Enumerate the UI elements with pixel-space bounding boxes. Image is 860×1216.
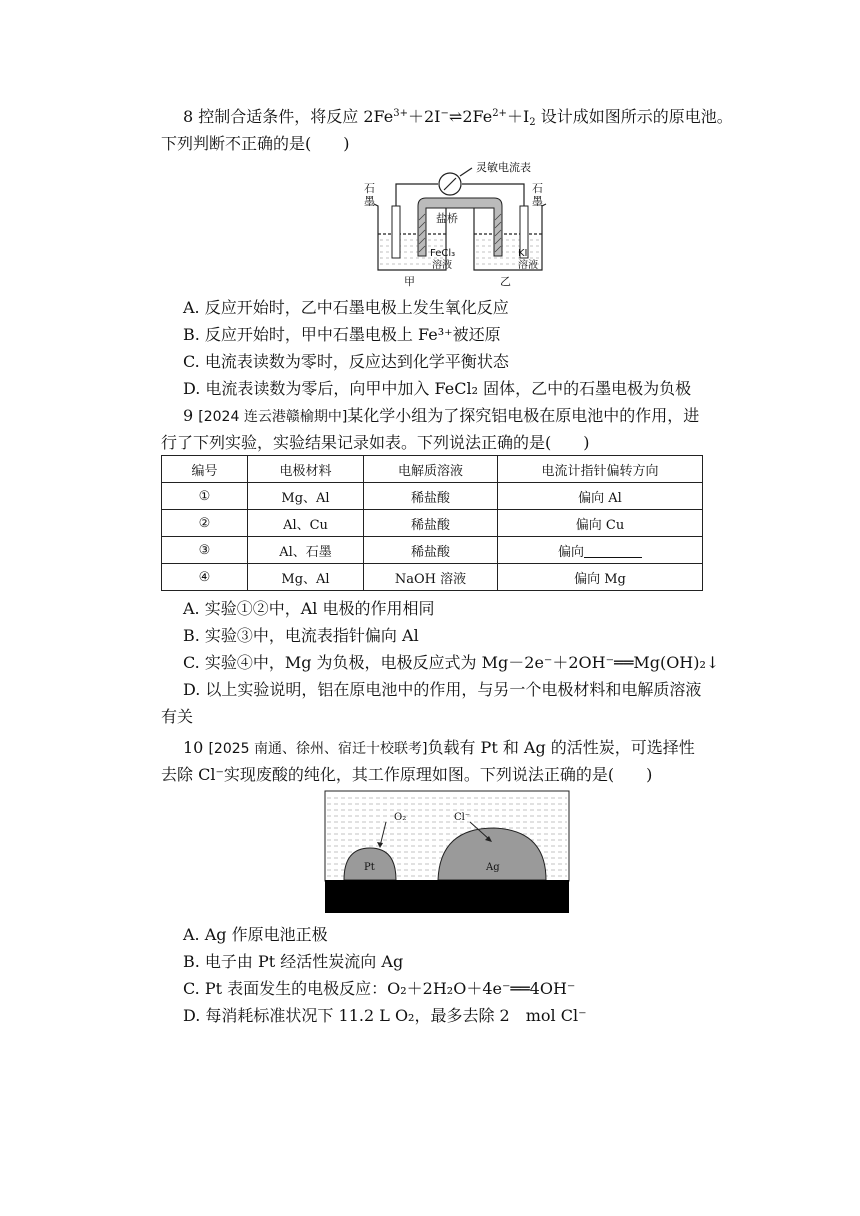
svg-text:石: 石 [364, 182, 375, 195]
svg-text:墨: 墨 [364, 195, 375, 208]
q10-stem-line2: 去除 Cl⁻实现废酸的纯化，其工作原理如图。下列说法正确的是( ) [161, 765, 653, 784]
q8-option-b[interactable]: B. 反应开始时，甲中石墨电极上 Fe³⁺被还原 [183, 325, 501, 344]
activated-carbon-figure [324, 790, 570, 914]
q8-stem-line2: 下列判断不正确的是( ) [161, 134, 350, 153]
q8-option-c[interactable]: C. 电流表读数为零时，反应达到化学平衡状态 [183, 352, 509, 371]
svg-text:乙: 乙 [500, 275, 511, 288]
q8-number: 8 [183, 107, 194, 126]
q10-option-a[interactable]: A. Ag 作原电池正极 [183, 925, 328, 944]
q8-option-d[interactable]: D. 电流表读数为零后，向甲中加入 FeCl₂ 固体，乙中的石墨电极为负极 [183, 379, 692, 398]
q10-option-c[interactable]: C. Pt 表面发生的电极反应：O₂＋2H₂O＋4e⁻══4OH⁻ [183, 979, 576, 998]
table-row: ② Al、Cu 稀盐酸 偏向 Cu [162, 510, 703, 537]
svg-text:溶液: 溶液 [432, 260, 452, 271]
svg-text:KI: KI [518, 248, 528, 259]
q9-number: 9 [183, 406, 194, 425]
q10-stem-line1: 10 [2025 南通、徐州、宿迁十校联考]负载有 Pt 和 Ag 的活性炭，可选择性 [183, 738, 695, 757]
svg-text:FeCl₃: FeCl₃ [430, 248, 456, 259]
q9-results-table [161, 455, 703, 591]
svg-text:溶液: 溶液 [518, 260, 538, 271]
table-header-row: 编号 电极材料 电解质溶液 电流计指针偏转方向 [162, 456, 703, 483]
svg-text:Cl⁻: Cl⁻ [454, 812, 471, 823]
svg-text:墨: 墨 [532, 195, 543, 208]
answer-blank[interactable] [584, 544, 642, 558]
svg-text:Pt: Pt [364, 862, 375, 873]
q9-option-c[interactable]: C. 实验④中，Mg 为负极，电极反应式为 Mg－2e⁻＋2OH⁻══Mg(OH)₂↓ [183, 653, 720, 672]
table-row: ① Mg、Al 稀盐酸 偏向 Al [162, 483, 703, 510]
q9-option-b[interactable]: B. 实验③中，电流表指针偏向 Al [183, 626, 419, 645]
q9-option-d-cont: 有关 [161, 707, 194, 726]
q10-option-d[interactable]: D. 每消耗标准状况下 11.2 L O₂，最多去除 2 mol Cl⁻ [183, 1006, 587, 1025]
label-salt-bridge: 盐桥 [436, 212, 458, 225]
q9-stem-line2: 行了下列实验，实验结果记录如表。下列说法正确的是( ) [161, 433, 590, 452]
q10-number: 10 [183, 738, 204, 757]
q10-source: [2025 南通、徐州、宿迁十校联考] [208, 741, 428, 757]
q9-option-d[interactable]: D. 以上实验说明，铝在原电池中的作用，与另一个电极材料和电解质溶液 [183, 680, 702, 699]
q9-stem-line1: 9 [2024 连云港赣榆期中]某化学小组为了探究铝电极在原电池中的作用，进 [183, 406, 700, 425]
svg-text:石: 石 [532, 182, 543, 195]
table-row: ④ Mg、Al NaOH 溶液 偏向 Mg [162, 564, 703, 591]
svg-text:O₂: O₂ [394, 812, 407, 823]
q10-option-b[interactable]: B. 电子由 Pt 经活性炭流向 Ag [183, 952, 404, 971]
q8-stem-line1: 8 控制合适条件，将反应 $2Fe^{3+}+2I^-\rightleftharpoons 2Fe^{2+}+I_2$ 设计成如图所示的原电池。 [183, 107, 733, 128]
svg-text:甲: 甲 [404, 275, 415, 288]
table-row: ③ Al、石墨 稀盐酸 偏向 [162, 537, 703, 564]
svg-text:Ag: Ag [486, 862, 500, 873]
q8-option-a[interactable]: A. 反应开始时，乙中石墨电极上发生氧化反应 [183, 298, 509, 317]
q9-source: [2024 连云港赣榆期中] [198, 409, 348, 425]
label-meter: 灵敏电流表 [476, 161, 531, 174]
galvanic-cell-figure [360, 160, 560, 288]
q9-option-a[interactable]: A. 实验①②中，Al 电极的作用相同 [183, 599, 435, 618]
